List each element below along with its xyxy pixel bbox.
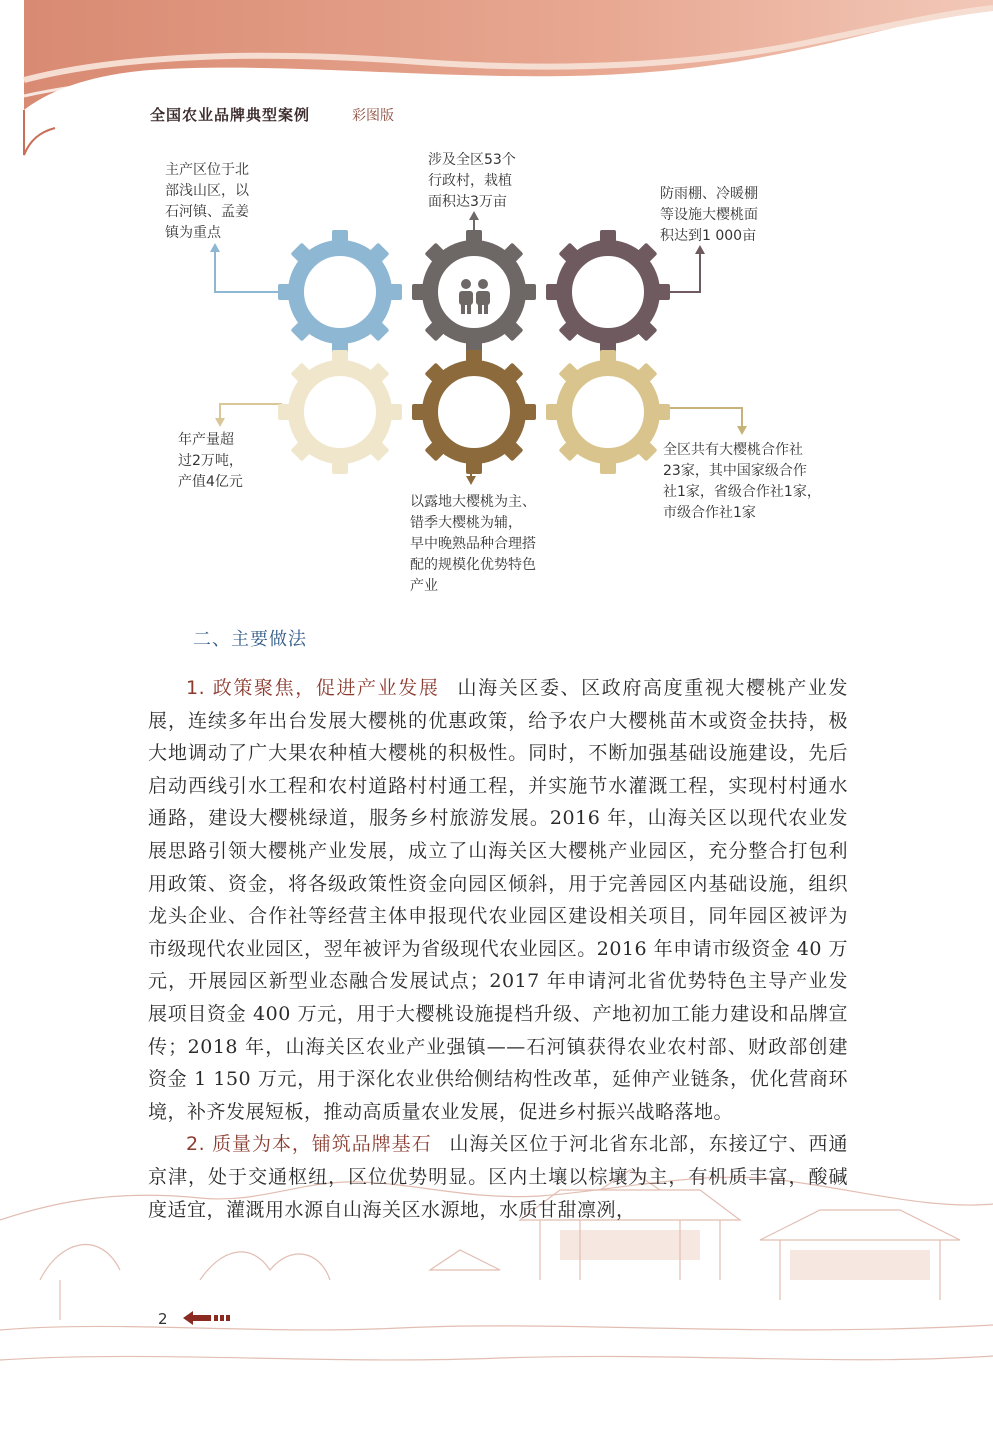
paragraph-text: 山海关区位于河北省东北部，东接辽宁、西通京津，处于交通枢纽，区位优势明显。区内土壤以棕壤为主，有机质丰富，酸碱度适宜，灌溉用水源自山海关区水源地，水质甘甜凛冽， [148,1133,848,1221]
publication-title: 全国农业品牌典型案例 [150,106,311,124]
people-icon [459,279,490,314]
connector-blue [210,243,282,292]
gear-gold [546,350,670,474]
note-line: 过2万吨， [178,453,243,469]
paragraph-lead: 1. 政策聚焦，促进产业发展 [186,677,440,699]
note-line: 积达到1 000亩 [660,228,757,244]
back-arrow-icon [183,1311,233,1325]
connector-gold [660,408,747,435]
note-cooperatives [663,440,821,524]
note-output [178,430,243,493]
note-varieties [410,492,536,597]
gear-cream [278,350,402,474]
note-line: 防雨棚、冷暖棚 [660,186,758,202]
paragraph-text: 山海关区委、区政府高度重视大樱桃产业发展，连续多年出台发展大樱桃的优惠政策，给予农户大樱桃苗木或资金扶持，极大地调动了广大果农种植大樱桃的积极性。同时，不断加强基础设施建设，先后启动西线引水工程和农村道路村村通工程，并实施节水灌溉工程，实现村村通水通路，建设大樱桃绿道，服务乡村旅游发展。2016 年，山海关区以现代农业发展思路引领大樱桃产业发展，成立了山海关区大樱桃产业园区，充分整合打包利用政策、资金，将各级政策性资金向园区倾斜，用于完善园区内基础设施，组织龙头企业、合作社等经营主体申报现代农业园区建设相关项目，同年园区被评为市级现代农业园区，翌年被评为省级现代农业园区。2016 年申请市级资金 40 万元，开展园区新型业态融合发展试点；2017 年申请河北省优势特色主导产业发展项目资金 400 万元，用于大樱桃设施提档升级、产地初加工能力建设和品牌宣传；2018 年，山海关区农业产业强镇——石河镇获得农业农村部、财政部创建资金 1 150 万元，用于深化农业供给侧结构性改革，延伸产业链条，优化营商环境，补齐发展短板，推动高质量农业发展，促进乡村振兴战略落地。 [148,677,848,1123]
note-line: 市级合作社1家 [663,505,756,521]
note-line: 涉及全区53个 [428,152,516,168]
note-line: 配的规模化优势特色 [410,557,536,573]
note-line: 23家，其中国家级合作 [663,463,807,479]
paragraph-lead: 2. 质量为本，铺筑品牌基石 [186,1133,432,1156]
gear-brown [412,350,536,474]
note-line: 镇为重点 [165,225,221,241]
paragraph-quality [148,1128,848,1226]
edition-label: 彩图版 [352,108,394,124]
note-villages [428,150,516,213]
note-facilities [660,184,758,247]
note-line: 全区共有大樱桃合作社 [663,442,803,458]
note-line: 面积达3万亩 [428,194,507,210]
note-line: 早中晚熟品种合理搭 [410,536,536,552]
note-line: 社1家，省级合作社1家， [663,484,821,500]
note-line: 等设施大樱桃面 [660,207,758,223]
gear-blue [278,230,402,354]
gear-gray [412,230,536,354]
note-production-area [165,160,249,244]
note-line: 主产区位于北 [165,162,249,178]
paragraph-policy [148,672,848,1128]
note-line: 以露地大樱桃为主、 [410,494,536,510]
gear-purple [546,230,670,354]
connector-cream [215,404,282,427]
note-line: 行政村，栽植 [428,173,512,189]
note-line: 部浅山区，以 [165,183,249,199]
note-line: 年产量超 [178,432,234,448]
note-line: 产值4亿元 [178,474,243,490]
note-line: 产业 [410,578,438,594]
page-number: 2 [158,1310,168,1328]
note-line: 石河镇、孟姜 [165,204,249,220]
note-line: 错季大樱桃为辅， [410,515,522,531]
connector-gray [469,211,479,232]
body-text [148,672,848,1226]
section-heading: 二、主要做法 [193,629,307,650]
